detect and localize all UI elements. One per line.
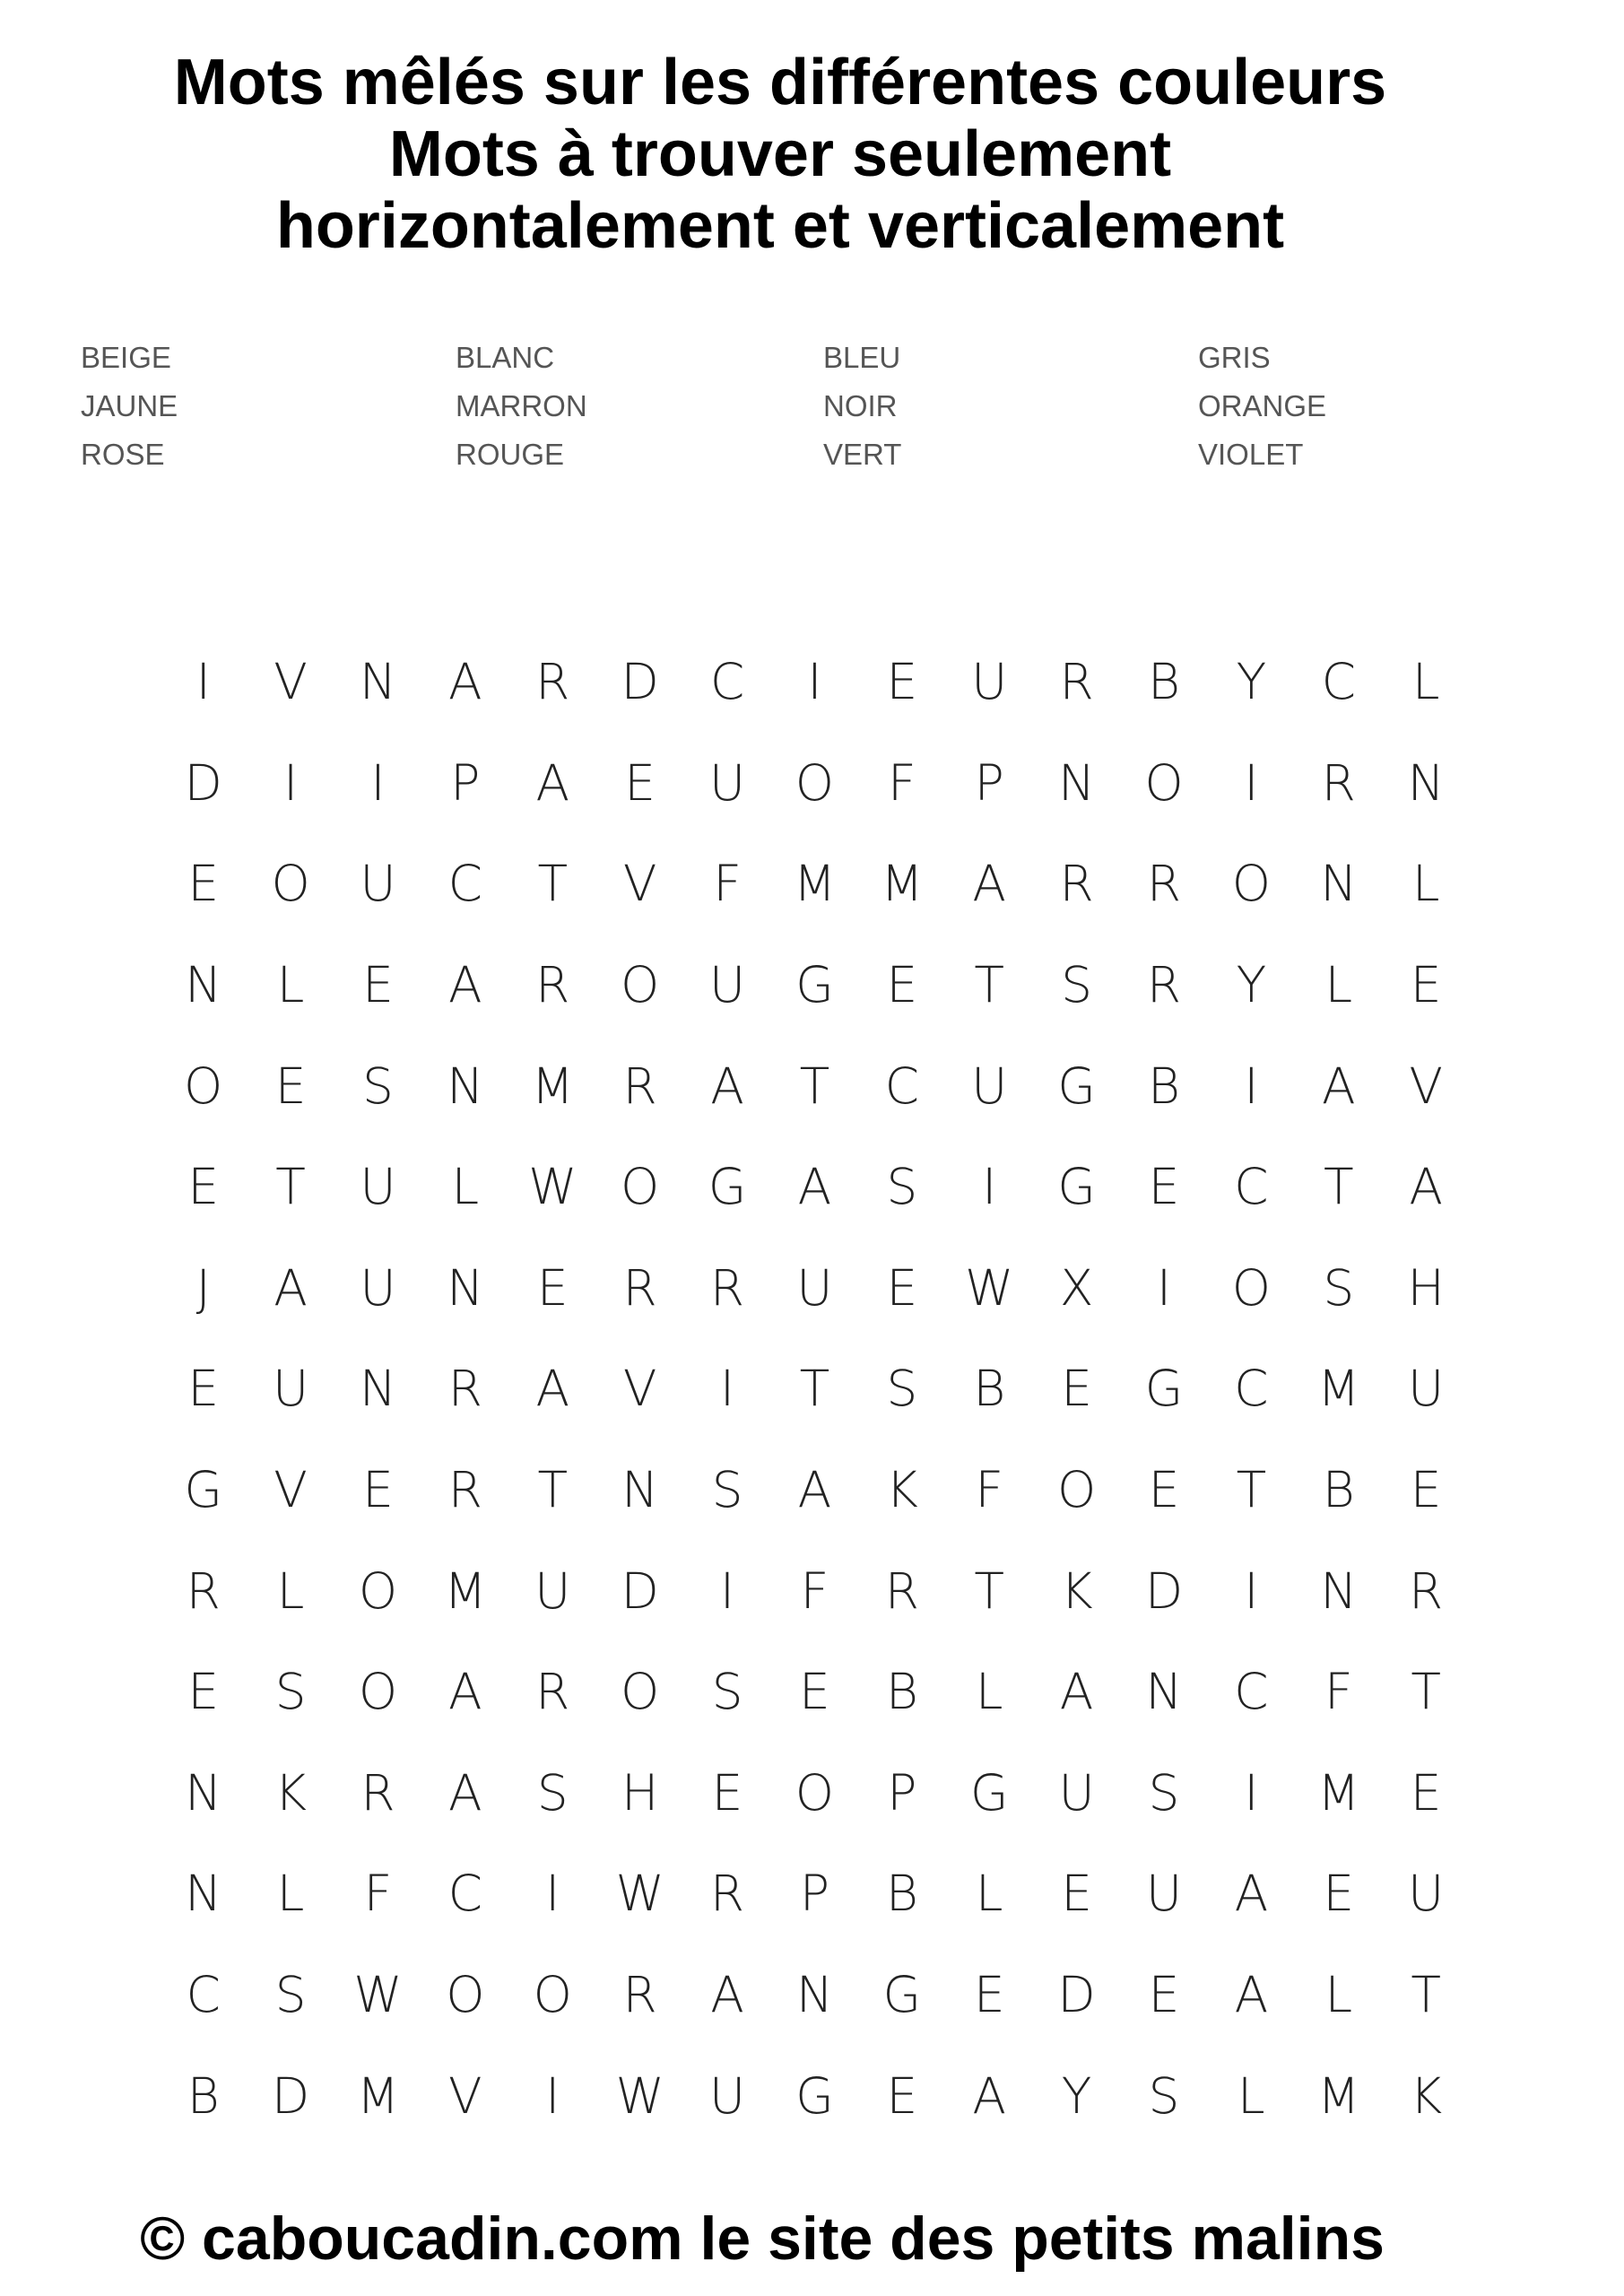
grid-cell: A [448, 1763, 482, 1822]
grid-cell: U [360, 1258, 396, 1317]
grid-cell: A [274, 1258, 308, 1317]
grid-cell: G [882, 1966, 922, 2024]
grid-cell: N [1407, 753, 1445, 812]
title-line-2: Mots à trouver seulement [388, 118, 1172, 190]
grid-cell: M [1317, 2066, 1360, 2125]
grid-cell: M [531, 1057, 574, 1115]
grid-cell: S [711, 1663, 743, 1721]
grid-cell: R [709, 1258, 745, 1317]
grid-cell: A [448, 956, 482, 1014]
word-item: VERT [823, 438, 902, 471]
grid-cell: E [1323, 1865, 1355, 1923]
grid-cell: F [1324, 1663, 1353, 1721]
grid-cell: N [359, 653, 397, 711]
grid-cell: U [360, 855, 396, 913]
grid-cell: E [886, 1258, 918, 1317]
grid-cell: U [708, 2066, 746, 2125]
grid-cell: I [1244, 1057, 1259, 1115]
grid-cell: F [888, 753, 916, 812]
grid-cell: M [881, 855, 924, 913]
grid-cell: C [1234, 1663, 1269, 1721]
grid-cell: E [1148, 1461, 1180, 1519]
grid-cell: J [195, 1258, 211, 1317]
grid-cell: T [799, 1360, 830, 1418]
grid-cell: S [1061, 956, 1093, 1014]
grid-cell: O [358, 1663, 398, 1721]
letter-grid [160, 631, 1470, 2146]
title-line-3: horizontalement et verticalement [275, 190, 1285, 262]
grid-cell: N [359, 1360, 397, 1418]
word-item: BEIGE [81, 341, 171, 374]
grid-cell: R [447, 1461, 482, 1519]
grid-cell: O [358, 1561, 398, 1620]
grid-cell: R [447, 1360, 482, 1418]
grid-cell: W [615, 1865, 664, 1923]
grid-cell: T [1411, 1663, 1441, 1721]
grid-cell: O [795, 1763, 835, 1822]
grid-cell: E [536, 1258, 569, 1317]
grid-cell: O [621, 1663, 660, 1721]
grid-cell: I [195, 653, 211, 711]
grid-cell: I [1244, 1763, 1259, 1822]
grid-cell: H [621, 1763, 659, 1822]
grid-cell: E [1410, 956, 1442, 1014]
grid-cell: O [795, 753, 835, 812]
grid-cell: X [1059, 1258, 1094, 1317]
grid-cell: T [537, 855, 569, 913]
grid-cell: E [1148, 1966, 1180, 2024]
grid-cell: I [370, 753, 386, 812]
grid-cell: R [186, 1561, 221, 1620]
grid-cell: P [887, 1763, 917, 1822]
grid-cell: N [1145, 1663, 1183, 1721]
grid-cell: E [187, 855, 220, 913]
grid-cell: R [1321, 753, 1356, 812]
grid-cell: A [797, 1158, 832, 1216]
grid-cell: U [1408, 1360, 1445, 1418]
grid-cell: T [799, 1057, 830, 1115]
grid-cell: I [982, 1158, 997, 1216]
word-item: BLEU [823, 341, 901, 374]
grid-cell: I [1244, 1561, 1259, 1620]
grid-cell: U [708, 753, 746, 812]
word-item: ROSE [81, 438, 165, 471]
grid-cell: E [187, 1158, 220, 1216]
grid-cell: U [708, 956, 746, 1014]
grid-cell: B [1322, 1461, 1355, 1519]
grid-cell: C [186, 1966, 221, 2024]
grid-cell: N [621, 1461, 659, 1519]
grid-cell: S [1148, 2066, 1180, 2125]
grid-cell: R [1059, 653, 1094, 711]
grid-cell: I [545, 1865, 560, 1923]
grid-cell: D [1057, 1966, 1096, 2024]
grid-cell: U [1058, 1763, 1095, 1822]
grid-cell: T [974, 1561, 1005, 1620]
grid-cell: U [971, 653, 1008, 711]
grid-cell: B [1147, 653, 1180, 711]
grid-cell: W [528, 1158, 578, 1216]
grid-cell: G [184, 1461, 222, 1519]
grid-cell: E [187, 1360, 220, 1418]
grid-cell: R [1059, 855, 1094, 913]
grid-cell: R [884, 1561, 919, 1620]
page-title [0, 47, 1560, 262]
grid-cell: P [799, 1865, 830, 1923]
word-list [81, 334, 1372, 479]
grid-cell: A [448, 1663, 482, 1721]
grid-cell: A [797, 1461, 832, 1519]
grid-cell: L [451, 1158, 480, 1216]
grid-cell: V [448, 2066, 482, 2125]
word-item: GRIS [1198, 341, 1271, 374]
title-line-1: Mots mêlés sur les différentes couleurs [173, 47, 1387, 118]
grid-cell: U [360, 1158, 396, 1216]
grid-cell: D [184, 753, 222, 812]
grid-cell: N [1320, 1561, 1358, 1620]
grid-cell: O [446, 1966, 485, 2024]
grid-cell: M [1317, 1763, 1360, 1822]
grid-cell: O [271, 855, 310, 913]
grid-cell: E [1410, 1461, 1442, 1519]
grid-cell: L [1324, 956, 1353, 1014]
grid-cell: R [535, 653, 570, 711]
grid-cell: O [1231, 1258, 1272, 1317]
grid-cell: V [1409, 1057, 1443, 1115]
grid-cell: A [1234, 1966, 1269, 2024]
grid-cell: G [1057, 1057, 1096, 1115]
grid-cell: B [885, 1663, 918, 1721]
grid-cell: M [356, 2066, 400, 2125]
word-item: ORANGE [1198, 389, 1327, 422]
word-item: MARRON [456, 389, 587, 422]
grid-cell: K [1060, 1561, 1093, 1620]
grid-cell: L [975, 1663, 1003, 1721]
grid-cell: K [1410, 2066, 1443, 2125]
grid-cell: G [1057, 1158, 1096, 1216]
grid-cell: R [535, 956, 570, 1014]
grid-cell: L [276, 956, 305, 1014]
grid-cell: U [534, 1561, 571, 1620]
grid-cell: V [274, 1461, 308, 1519]
grid-cell: R [709, 1865, 745, 1923]
grid-cell: E [886, 956, 918, 1014]
grid-cell: M [444, 1561, 487, 1620]
grid-cell: N [447, 1057, 484, 1115]
grid-cell: I [719, 1360, 735, 1418]
grid-cell: L [975, 1865, 1003, 1923]
grid-cell: U [796, 1258, 833, 1317]
grid-cell: A [972, 2066, 1007, 2125]
grid-cell: F [800, 1561, 829, 1620]
grid-cell: A [972, 855, 1007, 913]
grid-cell: G [795, 2066, 834, 2125]
grid-cell: C [447, 855, 483, 913]
grid-cell: W [353, 1966, 403, 2024]
grid-cell: O [1144, 753, 1184, 812]
footer-copyright: © caboucadin.com le site des petits malins [140, 2205, 1385, 2273]
grid-cell: C [1321, 653, 1356, 711]
grid-cell: E [362, 1461, 394, 1519]
grid-cell: E [1148, 1158, 1180, 1216]
grid-cell: S [886, 1360, 918, 1418]
grid-cell: I [1244, 753, 1259, 812]
grid-cell: R [1146, 956, 1182, 1014]
grid-cell: F [363, 1865, 393, 1923]
grid-cell: D [621, 653, 659, 711]
grid-cell: R [360, 1763, 395, 1822]
grid-cell: C [884, 1057, 920, 1115]
grid-cell: G [795, 956, 834, 1014]
grid-cell: L [276, 1561, 305, 1620]
grid-cell: N [447, 1258, 484, 1317]
grid-cell: E [799, 1663, 830, 1721]
grid-cell: L [1324, 1966, 1353, 2024]
grid-cell: O [184, 1057, 223, 1115]
grid-cell: U [1408, 1865, 1445, 1923]
grid-cell: Y [1236, 956, 1267, 1014]
grid-cell: R [622, 1057, 657, 1115]
grid-cell: D [271, 2066, 310, 2125]
grid-cell: A [1059, 1663, 1094, 1721]
grid-cell: E [362, 956, 394, 1014]
grid-cell: S [362, 1057, 394, 1115]
grid-cell: D [1144, 1561, 1184, 1620]
word-item: BLANC [456, 341, 555, 374]
grid-cell: B [973, 1360, 1006, 1418]
grid-cell: P [450, 753, 481, 812]
grid-cell: E [973, 1966, 1005, 2024]
grid-cell: T [1411, 1966, 1441, 2024]
grid-cell: A [710, 1057, 744, 1115]
grid-cell: G [1144, 1360, 1184, 1418]
grid-cell: N [795, 1966, 833, 2024]
grid-cell: I [545, 2066, 560, 2125]
grid-cell: E [1410, 1763, 1442, 1822]
grid-cell: B [1147, 1057, 1180, 1115]
grid-cell: N [185, 1763, 222, 1822]
word-item: ROUGE [456, 438, 565, 471]
grid-cell: R [535, 1663, 570, 1721]
grid-cell: T [537, 1461, 569, 1519]
grid-cell: R [622, 1966, 657, 2024]
grid-cell: U [1145, 1865, 1183, 1923]
grid-cell: E [1061, 1360, 1092, 1418]
grid-cell: R [622, 1258, 657, 1317]
grid-cell: R [1409, 1561, 1444, 1620]
grid-cell: F [713, 855, 742, 913]
grid-cell: O [1056, 1461, 1097, 1519]
grid-cell: S [1323, 1258, 1355, 1317]
grid-cell: C [447, 1865, 483, 1923]
grid-cell: E [1061, 1865, 1092, 1923]
grid-cell: L [1238, 2066, 1265, 2125]
grid-cell: A [448, 653, 482, 711]
grid-cell: I [282, 753, 299, 812]
grid-cell: M [1317, 1360, 1360, 1418]
grid-cell: Y [1236, 653, 1267, 711]
grid-cell: E [187, 1663, 220, 1721]
grid-cell: D [621, 1561, 659, 1620]
grid-cell: E [886, 2066, 918, 2125]
grid-cell: B [885, 1865, 918, 1923]
grid-cell: A [1234, 1865, 1269, 1923]
grid-cell: A [1321, 1057, 1356, 1115]
grid-cell: S [536, 1763, 569, 1822]
grid-cell: S [274, 1663, 307, 1721]
grid-cell: E [274, 1057, 307, 1115]
grid-cell: C [1234, 1360, 1269, 1418]
grid-cell: S [274, 1966, 307, 2024]
grid-cell: G [708, 1158, 747, 1216]
grid-cell: I [1156, 1258, 1172, 1317]
grid-cell: A [710, 1966, 744, 2024]
word-item: VIOLET [1198, 438, 1304, 471]
grid-cell: O [533, 1966, 572, 2024]
grid-cell: L [276, 1865, 305, 1923]
grid-cell: U [971, 1057, 1008, 1115]
grid-cell: O [1231, 855, 1272, 913]
grid-cell: K [885, 1461, 918, 1519]
grid-cell: N [1320, 855, 1358, 913]
grid-cell: N [185, 1865, 222, 1923]
grid-cell: E [886, 653, 918, 711]
grid-cell: S [711, 1461, 743, 1519]
grid-cell: C [709, 653, 745, 711]
grid-cell: T [1323, 1158, 1354, 1216]
grid-cell: S [886, 1158, 918, 1216]
grid-cell: O [621, 956, 660, 1014]
grid-cell: B [187, 2066, 220, 2125]
grid-cell: P [974, 753, 1004, 812]
grid-cell: W [965, 1258, 1014, 1317]
grid-cell: T [1236, 1461, 1267, 1519]
word-item: JAUNE [81, 389, 178, 422]
grid-cell: T [974, 956, 1005, 1014]
grid-cell: G [969, 1763, 1009, 1822]
grid-cell: C [1234, 1158, 1269, 1216]
grid-cell: Y [1061, 2066, 1092, 2125]
grid-cell: A [535, 1360, 570, 1418]
grid-cell: N [1058, 753, 1096, 812]
grid-cell: T [275, 1158, 306, 1216]
word-item: NOIR [823, 389, 898, 422]
grid-cell: L [1411, 855, 1440, 913]
grid-cell: I [807, 653, 822, 711]
grid-cell: V [274, 653, 308, 711]
grid-cell: R [1146, 855, 1182, 913]
grid-cell: V [622, 855, 657, 913]
grid-cell: S [1148, 1763, 1180, 1822]
grid-cell: M [793, 855, 837, 913]
grid-cell: E [624, 753, 656, 812]
grid-cell: F [975, 1461, 1004, 1519]
grid-cell: H [1407, 1258, 1445, 1317]
grid-cell: W [615, 2066, 664, 2125]
grid-cell: I [719, 1561, 735, 1620]
grid-cell: V [622, 1360, 657, 1418]
grid-cell: E [711, 1763, 743, 1822]
grid-cell: A [1409, 1158, 1443, 1216]
grid-cell: N [185, 956, 222, 1014]
grid-cell: K [274, 1763, 308, 1822]
grid-cell: O [621, 1158, 660, 1216]
grid-cell: A [535, 753, 570, 812]
grid-cell: L [1411, 653, 1440, 711]
grid-cell: U [272, 1360, 309, 1418]
